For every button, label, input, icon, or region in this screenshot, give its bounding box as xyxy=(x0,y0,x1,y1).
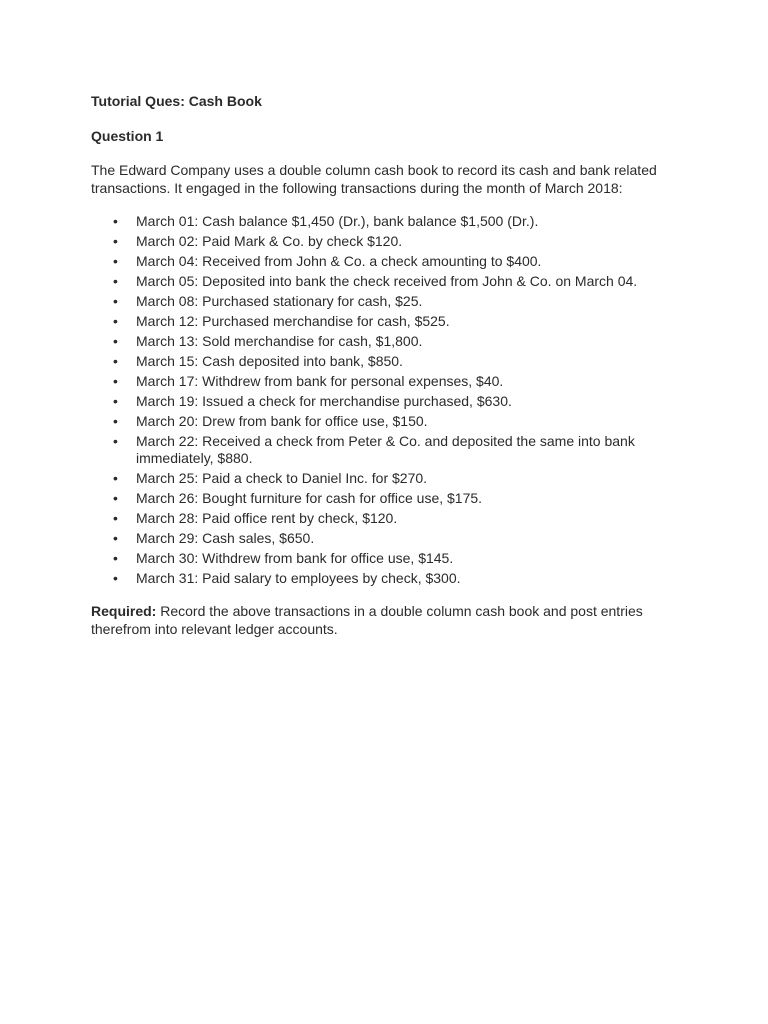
bullet-icon: • xyxy=(113,273,118,289)
transaction-text: March 26: Bought furniture for cash for office use, $175. xyxy=(136,490,483,506)
transaction-item xyxy=(91,273,691,290)
transaction-text: March 19: Issued a check for merchandise purchased, $630. xyxy=(136,393,512,409)
bullet-icon: • xyxy=(113,393,118,409)
transaction-text: March 20: Drew from bank for office use, $150. xyxy=(136,413,428,429)
transaction-item xyxy=(91,393,691,410)
transaction-list xyxy=(91,213,691,587)
transaction-item xyxy=(91,433,691,467)
transaction-text: March 31: Paid salary to employees by check, $300. xyxy=(136,570,461,586)
bullet-icon: • xyxy=(113,373,118,389)
bullet-icon: • xyxy=(113,333,118,349)
transaction-item xyxy=(91,550,691,567)
transaction-text: March 15: Cash deposited into bank, $850. xyxy=(136,353,403,369)
question-heading: Question 1 xyxy=(91,128,164,144)
transaction-item xyxy=(91,413,691,430)
transaction-text: March 30: Withdrew from bank for office use, $145. xyxy=(136,550,454,566)
transaction-text: March 12: Purchased merchandise for cash, $525. xyxy=(136,313,450,329)
transaction-text: March 01: Cash balance $1,450 (Dr.), bank balance $1,500 (Dr.). xyxy=(136,213,539,229)
transaction-item xyxy=(91,353,691,370)
transaction-item xyxy=(91,293,691,310)
transaction-text: March 22: Received a check from Peter & Co. and deposited the same into bank immediately, $880. xyxy=(136,433,635,466)
bullet-icon: • xyxy=(113,253,118,269)
document-title: Tutorial Ques: Cash Book xyxy=(91,93,262,109)
bullet-icon: • xyxy=(113,490,118,506)
bullet-icon: • xyxy=(113,433,118,449)
transaction-text: March 13: Sold merchandise for cash, $1,800. xyxy=(136,333,423,349)
required-paragraph xyxy=(91,602,691,638)
required-text: Record the above transactions in a double column cash book and post entries therefrom into relevant ledger accounts. xyxy=(91,603,643,637)
transaction-text: March 08: Purchased stationary for cash, $25. xyxy=(136,293,423,309)
transaction-item xyxy=(91,233,691,250)
bullet-icon: • xyxy=(113,293,118,309)
bullet-icon: • xyxy=(113,570,118,586)
required-label: Required: xyxy=(91,603,157,619)
bullet-icon: • xyxy=(113,470,118,486)
transaction-item xyxy=(91,333,691,350)
bullet-icon: • xyxy=(113,510,118,526)
transaction-text: March 29: Cash sales, $650. xyxy=(136,530,315,546)
bullet-icon: • xyxy=(113,213,118,229)
transaction-text: March 05: Deposited into bank the check received from John & Co. on March 04. xyxy=(136,273,638,289)
bullet-icon: • xyxy=(113,413,118,429)
bullet-icon: • xyxy=(113,353,118,369)
bullet-icon: • xyxy=(113,233,118,249)
transaction-item xyxy=(91,373,691,390)
transaction-text: March 28: Paid office rent by check, $120. xyxy=(136,510,398,526)
transaction-text: March 04: Received from John & Co. a check amounting to $400. xyxy=(136,253,542,269)
bullet-icon: • xyxy=(113,550,118,566)
transaction-item xyxy=(91,490,691,507)
transaction-item xyxy=(91,570,691,587)
transaction-text: March 25: Paid a check to Daniel Inc. for $270. xyxy=(136,470,428,486)
transaction-item xyxy=(91,470,691,487)
transaction-item xyxy=(91,313,691,330)
transaction-text: March 02: Paid Mark & Co. by check $120. xyxy=(136,233,403,249)
transaction-item xyxy=(91,530,691,547)
transaction-item xyxy=(91,213,691,230)
bullet-icon: • xyxy=(113,530,118,546)
transaction-item xyxy=(91,510,691,527)
transaction-text: March 17: Withdrew from bank for personal expenses, $40. xyxy=(136,373,504,389)
transaction-item xyxy=(91,253,691,270)
question-intro: The Edward Company uses a double column cash book to record its cash and bank related transactions. It engaged in the following transactions during the month of March 2018: xyxy=(91,162,657,196)
document-content xyxy=(91,91,691,638)
bullet-icon: • xyxy=(113,313,118,329)
